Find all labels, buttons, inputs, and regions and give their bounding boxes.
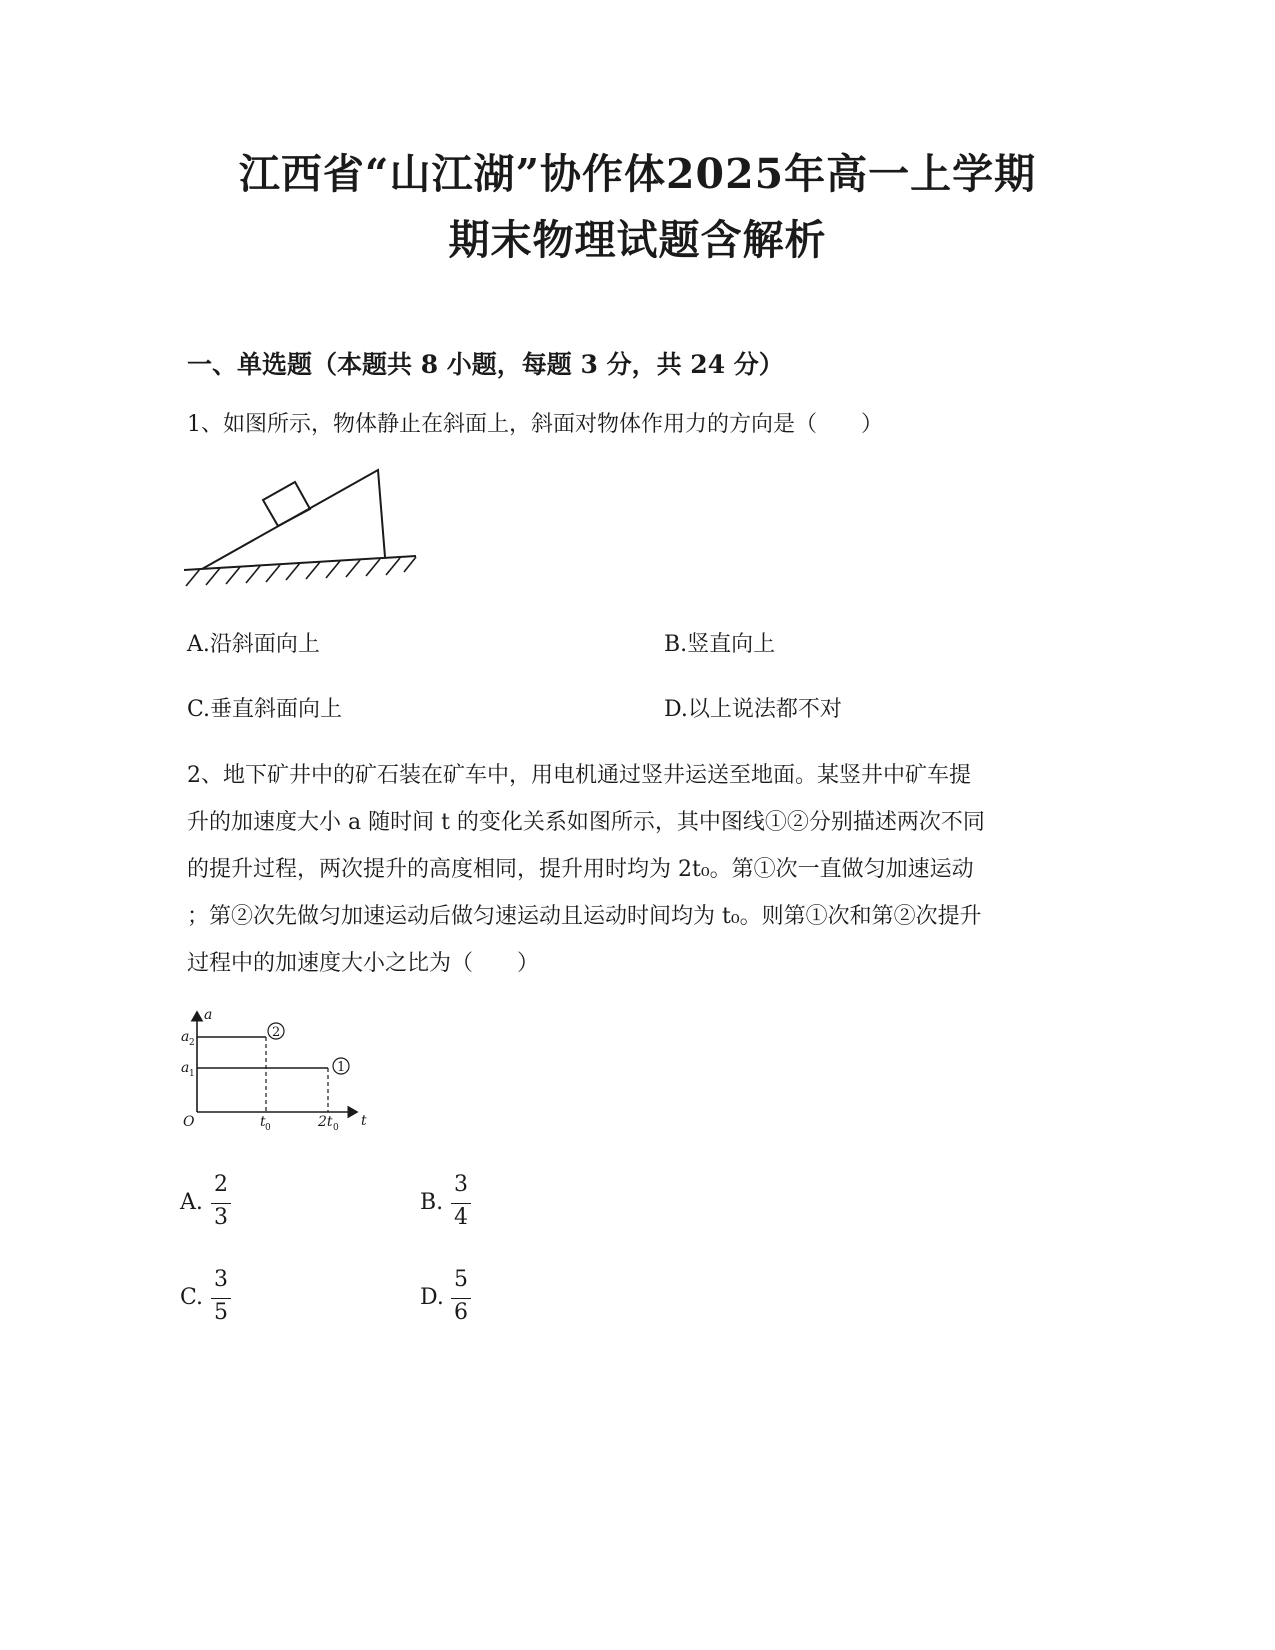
numerator: 5 [454, 1267, 468, 1292]
q1-option-d[interactable]: D.以上说法都不对 [664, 697, 842, 722]
incline-wedge [202, 470, 385, 569]
option-label: D. [420, 1285, 444, 1310]
a2-label: a [181, 1029, 190, 1045]
denominator: 3 [214, 1205, 228, 1230]
two-t0-subscript: 0 [333, 1123, 339, 1133]
a1-label: a [181, 1060, 190, 1076]
document-title-line1: 江西省“山江湖”协作体2025年高一上学期 [238, 150, 1037, 198]
acceleration-time-graph [175, 1008, 375, 1138]
numerator: 3 [454, 1172, 468, 1197]
marker-2-label: 2 [272, 1025, 281, 1040]
q2-stem-line: 升的加速度大小 a 随时间 t 的变化关系如图所示，其中图线①②分别描述两次不同 [187, 810, 985, 835]
marker-1-label: 1 [337, 1060, 346, 1075]
numerator: 3 [214, 1267, 228, 1292]
denominator: 5 [214, 1300, 228, 1325]
q1-option-a[interactable]: A.沿斜面向上 [187, 632, 320, 657]
q2-stem-line: ；第②次先做匀加速运动后做匀速运动且运动时间均为 t₀。则第①次和第②次提升 [187, 904, 982, 929]
fraction-bar [451, 1298, 471, 1299]
origin-label: O [183, 1114, 195, 1130]
q2-stem-line: 过程中的加速度大小之比为（ ） [187, 951, 540, 976]
t0-subscript: 0 [265, 1123, 271, 1133]
ground-hatching [186, 557, 416, 586]
q2-stem [187, 758, 1087, 978]
option-label: C. [180, 1285, 204, 1310]
incline-diagram [180, 462, 425, 592]
denominator: 4 [454, 1205, 468, 1230]
x-axis-label: t [361, 1113, 367, 1129]
q1-stem: 1、如图所示，物体静止在斜面上，斜面对物体作用力的方向是（ ） [187, 412, 883, 437]
q1-option-b[interactable]: B.竖直向上 [664, 632, 776, 657]
section-heading: 一、单选题（本题共 8 小题，每题 3 分，共 24 分） [187, 350, 784, 379]
fraction-bar [211, 1203, 231, 1204]
q2-stem-line: 的提升过程，两次提升的高度相同，提升用时均为 2t₀。第①次一直做匀加速运动 [187, 857, 974, 882]
block [263, 482, 310, 526]
t0-label: t [260, 1114, 266, 1130]
y-axis-label: a [204, 1008, 213, 1023]
numerator: 2 [214, 1172, 228, 1197]
option-label: B. [420, 1190, 444, 1215]
option-label: A. [180, 1190, 203, 1215]
q1-option-c[interactable]: C.垂直斜面向上 [187, 697, 343, 722]
document-title-line2: 期末物理试题含解析 [448, 216, 827, 264]
fraction-bar [451, 1203, 471, 1204]
q2-stem-line: 2、地下矿井中的矿石装在矿车中，用电机通过竖井运送至地面。某竖井中矿车提 [187, 763, 971, 788]
a2-subscript: 2 [189, 1038, 195, 1048]
fraction-bar [211, 1298, 231, 1299]
denominator: 6 [454, 1300, 468, 1325]
two-t0-label: 2t [318, 1114, 333, 1130]
a1-subscript: 1 [189, 1069, 195, 1079]
